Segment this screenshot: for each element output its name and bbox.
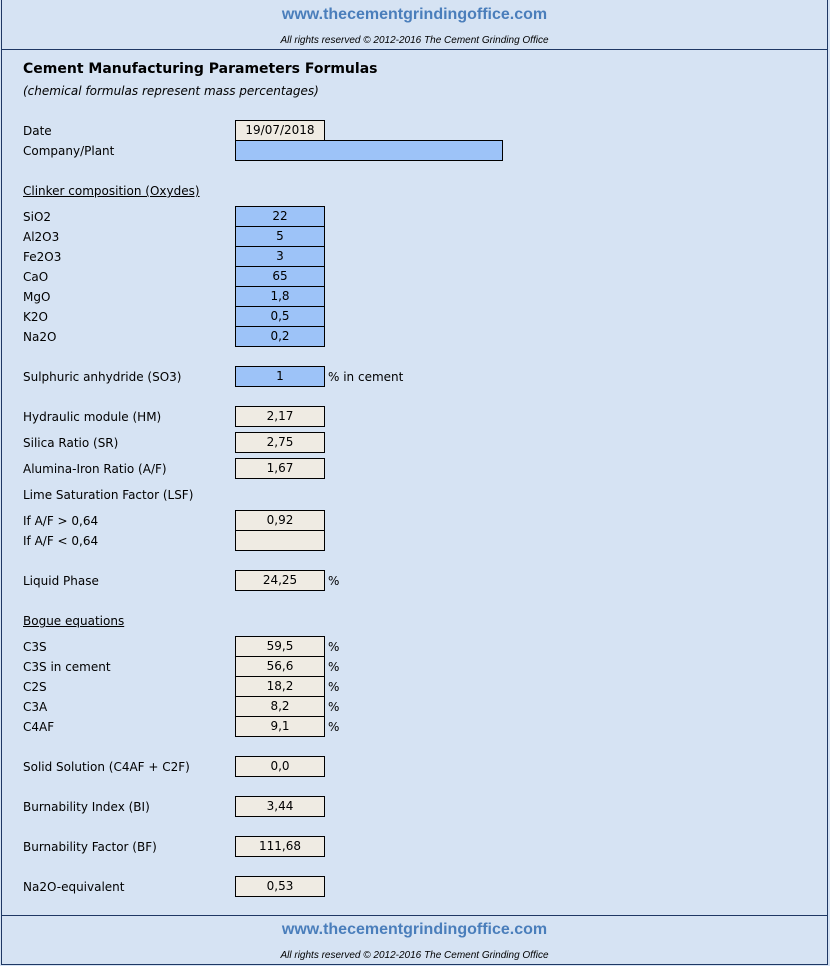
cao-input[interactable]: 65 [235, 266, 325, 287]
k2o-input[interactable]: 0,5 [235, 306, 325, 327]
c3a-unit: % [328, 700, 340, 714]
c3a-label: C3A [23, 700, 48, 714]
c2s-unit: % [328, 680, 340, 694]
c3s-cement-unit: % [328, 660, 340, 674]
al2o3-input[interactable]: 5 [235, 226, 325, 247]
page-subtitle: (chemical formulas represent mass percentages) [23, 84, 319, 98]
mgo-label: MgO [23, 290, 51, 304]
so3-label: Sulphuric anhydride (SO3) [23, 370, 182, 384]
liquid-label: Liquid Phase [23, 574, 99, 588]
sheet [1, 0, 828, 965]
page-title: Cement Manufacturing Parameters Formulas [23, 61, 378, 77]
c2s-label: C2S [23, 680, 47, 694]
footer-divider [2, 915, 827, 916]
k2o-label: K2O [23, 310, 48, 324]
lsf-heading: Lime Saturation Factor (LSF) [23, 488, 194, 502]
header-divider [2, 49, 827, 50]
fe2o3-input[interactable]: 3 [235, 246, 325, 267]
so3-unit: % in cement [328, 370, 404, 384]
bogue-heading: Bogue equations [23, 614, 125, 628]
clinker-heading: Clinker composition (Oxydes) [23, 184, 200, 198]
c3s-cement-value: 56,6 [235, 656, 325, 677]
sio2-label: SiO2 [23, 210, 52, 224]
al2o3-label: Al2O3 [23, 230, 60, 244]
date-label: Date [23, 124, 52, 138]
c4af-unit: % [328, 720, 340, 734]
site-url-bottom[interactable]: www.thecementgrindingoffice.com [281, 921, 548, 938]
fe2o3-label: Fe2O3 [23, 250, 62, 264]
lsf-gt-label: If A/F > 0,64 [23, 514, 99, 528]
af-value: 1,67 [235, 458, 325, 479]
bi-value: 3,44 [235, 796, 325, 817]
mgo-input[interactable]: 1,8 [235, 286, 325, 307]
na2o-label: Na2O [23, 330, 57, 344]
rights-top: All rights reserved © 2012-2016 The Cement Grinding Office [280, 35, 549, 46]
lsf-lt-value [235, 530, 325, 551]
sio2-input[interactable]: 22 [235, 206, 325, 227]
solid-label: Solid Solution (C4AF + C2F) [23, 760, 190, 774]
hm-label: Hydraulic module (HM) [23, 410, 162, 424]
c3a-value: 8,2 [235, 696, 325, 717]
c3s-value: 59,5 [235, 636, 325, 657]
c4af-value: 9,1 [235, 716, 325, 737]
liquid-unit: % [328, 574, 340, 588]
bf-label: Burnability Factor (BF) [23, 840, 157, 854]
c3s-label: C3S [23, 640, 47, 654]
date-field[interactable]: 19/07/2018 [235, 120, 325, 141]
bf-value: 111,68 [235, 836, 325, 857]
na2o-eq-value: 0,53 [235, 876, 325, 897]
bi-label: Burnability Index (BI) [23, 800, 150, 814]
sr-label: Silica Ratio (SR) [23, 436, 119, 450]
sr-value: 2,75 [235, 432, 325, 453]
so3-input[interactable]: 1 [235, 366, 325, 387]
liquid-value: 24,25 [235, 570, 325, 591]
hm-value: 2,17 [235, 406, 325, 427]
cao-label: CaO [23, 270, 49, 284]
c3s-unit: % [328, 640, 340, 654]
site-url-top[interactable]: www.thecementgrindingoffice.com [281, 6, 548, 23]
na2o-eq-label: Na2O-equivalent [23, 880, 125, 894]
c3s-cement-label: C3S in cement [23, 660, 111, 674]
lsf-lt-label: If A/F < 0,64 [23, 534, 99, 548]
solid-value: 0,0 [235, 756, 325, 777]
lsf-gt-value: 0,92 [235, 510, 325, 531]
af-label: Alumina-Iron Ratio (A/F) [23, 462, 167, 476]
na2o-input[interactable]: 0,2 [235, 326, 325, 347]
company-field[interactable] [235, 140, 503, 161]
company-label: Company/Plant [23, 144, 115, 158]
c4af-label: C4AF [23, 720, 55, 734]
rights-bottom: All rights reserved © 2012-2016 The Cement Grinding Office [280, 950, 549, 961]
c2s-value: 18,2 [235, 676, 325, 697]
